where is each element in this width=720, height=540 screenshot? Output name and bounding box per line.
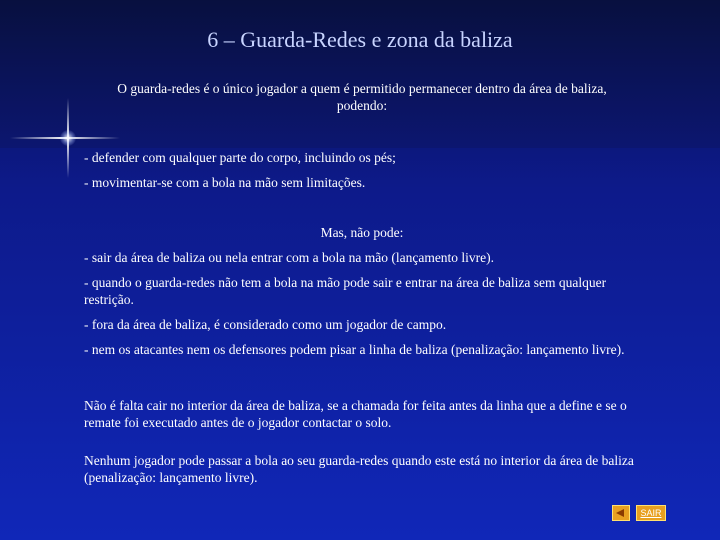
slide-title: 6 – Guarda-Redes e zona da baliza (207, 27, 513, 52)
cannot-item-2: - quando o guarda-redes não tem a bola na mão pode sair e entrar na área de baliza sem qualquer restrição. (84, 275, 607, 307)
intro-line-2: podendo: (336, 98, 388, 113)
exit-button[interactable]: SAIR (636, 505, 666, 521)
intro-text (84, 80, 640, 114)
cannot-item-1: - sair da área de baliza ou nela entrar com a bola na mão (lançamento livre). (84, 250, 495, 265)
note-2: Nenhum jogador pode passar a bola ao seu guarda-redes quando este está no interior da área de baliza (penalização: lançamento livre). (84, 453, 634, 485)
note-1: Não é falta cair no interior da área de baliza, se a chamada for feita antes da linha que a define e se o remate foi executado antes de o jogador contactar o solo. (84, 398, 627, 430)
intro-line-1: O guarda-redes é o único jogador a quem é permitido permanecer dentro da área de baliza, (117, 81, 607, 96)
back-arrow-icon[interactable] (612, 505, 630, 521)
cannot-heading: Mas, não pode: (320, 225, 404, 240)
can-item-2: - movimentar-se com a bola na mão sem limitações. (84, 175, 366, 190)
sparkle-glow (60, 130, 76, 146)
can-item-1: - defender com qualquer parte do corpo, incluindo os pés; (84, 150, 396, 165)
cannot-item-3: - fora da área de baliza, é considerado como um jogador de campo. (84, 317, 447, 332)
cannot-item-4: - nem os atacantes nem os defensores podem pisar a linha de baliza (penalização: lançamento livre). (84, 342, 625, 357)
